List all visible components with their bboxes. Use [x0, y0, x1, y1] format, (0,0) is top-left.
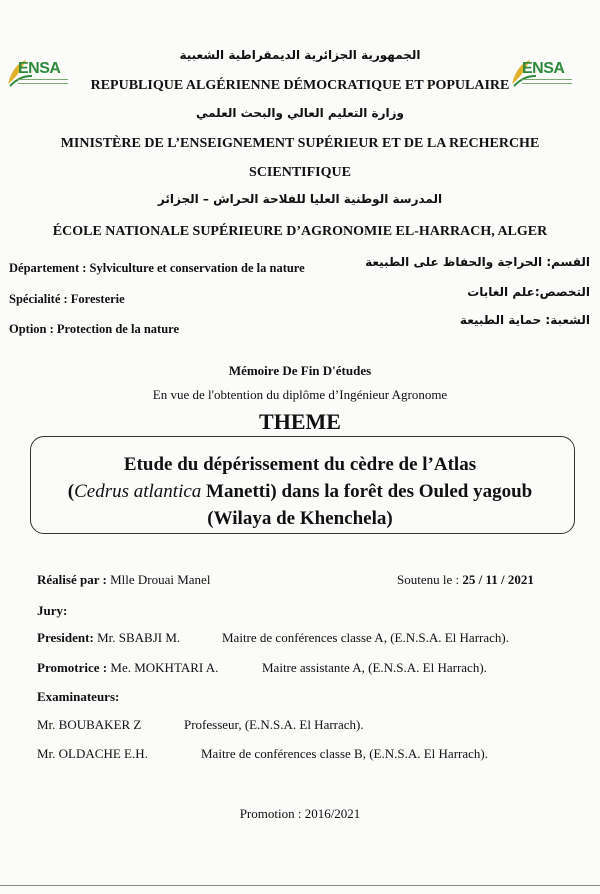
president-line: President: Mr. SBABJI M.	[37, 630, 181, 645]
memoire-title: Mémoire De Fin D'études	[228, 363, 372, 378]
promotrice-role: Maitre assistante A, (E.N.S.A. El Harrach).	[262, 660, 487, 675]
specialite-line: Spécialité : Foresterie	[9, 292, 125, 306]
realise-par: Réalisé par : Mlle Drouai Manel	[37, 572, 211, 587]
theme-label: THEME	[259, 409, 341, 434]
theme-line3: (Wilaya de Khenchela)	[207, 508, 393, 529]
president-role: Maitre de conférences classe A, (E.N.S.A. El Harrach).	[222, 630, 509, 645]
arabic-specialite: التخصص:علم الغابات	[467, 285, 590, 299]
arabic-ministry: وزارة التعليم العالي والبحث العلمي	[195, 106, 405, 120]
arabic-option: الشعبة: حماية الطبيعة	[459, 313, 590, 327]
theme-line2: (Cedrus atlantica Manetti) dans la forêt des Ouled yagoub	[67, 481, 533, 502]
examinateurs-label: Examinateurs:	[37, 689, 120, 704]
arabic-school: المدرسة الوطنية العليا للفلاحة الحراش – الجزائر	[157, 192, 443, 206]
examinateur-1-role: Professeur, (E.N.S.A. El Harrach).	[184, 717, 364, 732]
theme-line1: Etude du dépérissement du cèdre de l’Atlas	[123, 454, 477, 475]
ministry-line1: MINISTÈRE DE L’ENSEIGNEMENT SUPÉRIEUR ET DE LA RECHERCHE	[60, 136, 540, 151]
promotrice-line: Promotrice : Me. MOKHTARI A.	[37, 660, 219, 675]
memoire-subtitle: En vue de l'obtention du diplôme d’Ingénieur Agronome	[152, 387, 448, 402]
option-line: Option : Protection de la nature	[9, 322, 180, 336]
soutenu-le: Soutenu le : 25 / 11 / 2021	[397, 572, 534, 587]
examinateur-2-role: Maitre de conférences classe B, (E.N.S.A. El Harrach).	[201, 746, 488, 761]
republic-title: REPUBLIQUE ALGÉRIENNE DÉMOCRATIQUE ET POPULAIRE	[90, 78, 510, 93]
logo-text: ENSA	[522, 60, 565, 77]
logo-text: ENSA	[18, 60, 61, 77]
species-name: Cedrus atlantica	[74, 481, 202, 502]
examinateur-2-name: Mr. OLDACHE E.H.	[37, 746, 148, 761]
departement-line: Département : Sylviculture et conservation de la nature	[9, 261, 305, 275]
page-bottom-edge	[0, 885, 600, 886]
examinateur-1-name: Mr. BOUBAKER Z	[37, 717, 142, 732]
arabic-departement: القسم: الحراجة والحفاظ على الطبيعة	[365, 255, 590, 269]
jury-label: Jury:	[37, 603, 68, 618]
school-title: ÉCOLE NATIONALE SUPÉRIEURE D’AGRONOMIE EL-HARRACH, ALGER	[52, 224, 548, 239]
ministry-line2: SCIENTIFIQUE	[249, 165, 351, 180]
promotion: Promotion : 2016/2021	[239, 806, 361, 821]
arabic-republic: الجمهورية الجزائرية الديمقراطية الشعبية	[179, 48, 421, 62]
